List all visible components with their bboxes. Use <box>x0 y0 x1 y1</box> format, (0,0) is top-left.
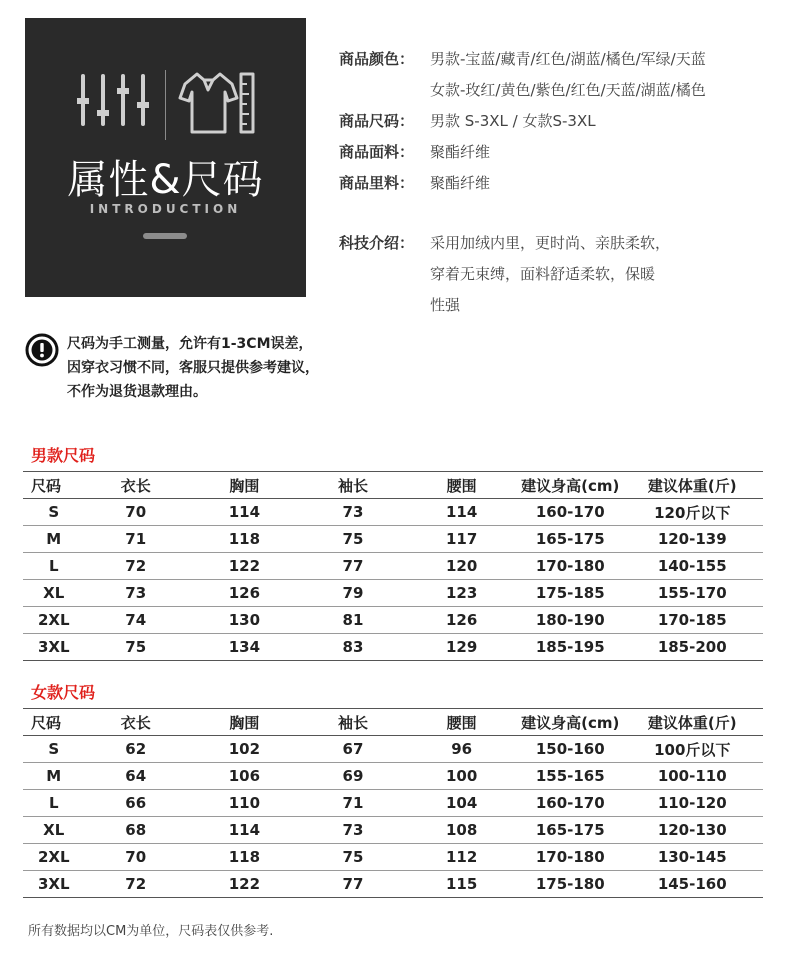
column-header: 胸围 <box>187 709 302 736</box>
men-size-table <box>23 471 763 661</box>
table-cell: 126 <box>404 607 519 634</box>
table-cell: 73 <box>302 817 404 844</box>
table-cell: 112 <box>404 844 519 871</box>
attribute-list <box>335 44 775 199</box>
table-cell: 75 <box>302 526 404 553</box>
tech-line: 性强 <box>430 296 461 314</box>
sliders-icon <box>77 70 157 130</box>
table-cell: 175-185 <box>519 580 621 607</box>
women-rows <box>23 736 763 898</box>
table-cell: 110-120 <box>622 790 764 817</box>
table-row <box>23 580 763 607</box>
table-row <box>23 817 763 844</box>
column-header: 建议身高(cm) <box>519 709 621 736</box>
table-cell: 120斤以下 <box>622 499 764 526</box>
table-cell: 114 <box>187 499 302 526</box>
attr-value: 聚酯纤维 <box>430 143 491 161</box>
table-cell: 185-195 <box>519 634 621 661</box>
table-cell: 160-170 <box>519 790 621 817</box>
table-cell: 120-139 <box>622 526 764 553</box>
table-cell: XL <box>23 817 84 844</box>
table-cell: 2XL <box>23 607 84 634</box>
attr-value: 聚酯纤维 <box>430 174 491 192</box>
table-cell: 120 <box>404 553 519 580</box>
attr-label: 商品颜色： <box>339 50 415 68</box>
table-cell: M <box>23 763 84 790</box>
table-cell: 145-160 <box>622 871 764 898</box>
table-cell: 100-110 <box>622 763 764 790</box>
table-row <box>23 553 763 580</box>
tech-line: 采用加绒内里，更时尚、亲肤柔软， <box>430 234 671 252</box>
table-cell: 74 <box>84 607 186 634</box>
table-cell: 129 <box>404 634 519 661</box>
table-cell: S <box>23 499 84 526</box>
table-cell: 68 <box>84 817 186 844</box>
column-header: 腰围 <box>404 472 519 499</box>
table-cell: 130 <box>187 607 302 634</box>
column-header: 腰围 <box>404 709 519 736</box>
table-cell: 122 <box>187 871 302 898</box>
note-line: 尺码为手工测量，允许有1-3CM误差， <box>67 336 313 352</box>
table-cell: 72 <box>84 871 186 898</box>
table-cell: 67 <box>302 736 404 763</box>
table-cell: 75 <box>84 634 186 661</box>
table-cell: 165-175 <box>519 526 621 553</box>
table-cell: 140-155 <box>622 553 764 580</box>
shirt-ruler-icon <box>177 70 257 136</box>
note-line: 不作为退货退款理由。 <box>67 384 207 400</box>
attr-label: 商品里料： <box>339 174 415 192</box>
table-cell: 160-170 <box>519 499 621 526</box>
header-divider <box>165 70 166 140</box>
table-cell: 155-170 <box>622 580 764 607</box>
column-header: 袖长 <box>302 472 404 499</box>
table-cell: 170-180 <box>519 844 621 871</box>
table-cell: 2XL <box>23 844 84 871</box>
table-row <box>23 736 763 763</box>
tech-line: 穿着无束缚，面料舒适柔软，保暖 <box>430 265 656 283</box>
attr-size <box>335 106 775 137</box>
table-cell: 81 <box>302 607 404 634</box>
table-cell: 106 <box>187 763 302 790</box>
column-header: 衣长 <box>84 472 186 499</box>
table-cell: 165-175 <box>519 817 621 844</box>
column-header: 尺码 <box>23 709 84 736</box>
table-cell: 123 <box>404 580 519 607</box>
panel-pill <box>143 233 187 239</box>
table-header-row <box>23 472 763 499</box>
attr-fabric <box>335 137 775 168</box>
table-cell: L <box>23 553 84 580</box>
attr-color-women <box>335 75 775 106</box>
table-header-row <box>23 709 763 736</box>
table-cell: 102 <box>187 736 302 763</box>
table-cell: 77 <box>302 871 404 898</box>
men-rows <box>23 499 763 661</box>
table-row <box>23 607 763 634</box>
table-row <box>23 499 763 526</box>
table-cell: 175-180 <box>519 871 621 898</box>
table-row <box>23 526 763 553</box>
table-cell: 72 <box>84 553 186 580</box>
table-cell: 69 <box>302 763 404 790</box>
table-cell: 79 <box>302 580 404 607</box>
panel-title: 属性&尺码 <box>67 157 264 203</box>
table-cell: 108 <box>404 817 519 844</box>
table-cell: 180-190 <box>519 607 621 634</box>
column-header: 尺码 <box>23 472 84 499</box>
table-cell: 117 <box>404 526 519 553</box>
panel-subtitle: INTRODUCTION <box>89 202 242 216</box>
table-cell: 122 <box>187 553 302 580</box>
table-cell: 185-200 <box>622 634 764 661</box>
table-cell: 62 <box>84 736 186 763</box>
table-cell: 77 <box>302 553 404 580</box>
attr-label: 商品面料： <box>339 143 415 161</box>
table-cell: 66 <box>84 790 186 817</box>
table-cell: 118 <box>187 844 302 871</box>
column-header: 衣长 <box>84 709 186 736</box>
table-cell: 170-185 <box>622 607 764 634</box>
table-cell: 104 <box>404 790 519 817</box>
table-cell: L <box>23 790 84 817</box>
table-cell: 64 <box>84 763 186 790</box>
table-row <box>23 763 763 790</box>
table-cell: 100 <box>404 763 519 790</box>
women-section-title: 女款尺码 <box>31 683 96 702</box>
attr-value: 男款 S-3XL / 女款S-3XL <box>430 112 596 130</box>
table-row <box>23 871 763 898</box>
table-cell: 73 <box>84 580 186 607</box>
table-cell: 118 <box>187 526 302 553</box>
table-cell: 120-130 <box>622 817 764 844</box>
tech-label: 科技介绍： <box>339 234 415 252</box>
attr-label: 商品尺码： <box>339 112 415 130</box>
attr-color-men <box>335 44 775 75</box>
note-line: 因穿衣习惯不同，客服只提供参考建议， <box>67 360 319 376</box>
table-cell: 73 <box>302 499 404 526</box>
header-panel <box>25 18 306 297</box>
footnote: 所有数据均以CM为单位，尺码表仅供参考. <box>28 924 274 939</box>
table-row <box>23 844 763 871</box>
table-cell: 100斤以下 <box>622 736 764 763</box>
table-cell: 115 <box>404 871 519 898</box>
table-cell: 75 <box>302 844 404 871</box>
table-cell: 3XL <box>23 871 84 898</box>
attr-value: 男款-宝蓝/藏青/红色/湖蓝/橘色/军绿/天蓝 <box>430 50 706 68</box>
column-header: 胸围 <box>187 472 302 499</box>
column-header: 建议身高(cm) <box>519 472 621 499</box>
table-cell: 3XL <box>23 634 84 661</box>
column-header: 袖长 <box>302 709 404 736</box>
table-cell: XL <box>23 580 84 607</box>
table-cell: 114 <box>187 817 302 844</box>
tech-value <box>430 228 670 321</box>
attr-value: 女款-玫红/黄色/紫色/红色/天蓝/湖蓝/橘色 <box>430 81 706 99</box>
size-note <box>67 332 319 404</box>
table-cell: 71 <box>302 790 404 817</box>
table-row <box>23 790 763 817</box>
table-cell: 71 <box>84 526 186 553</box>
table-cell: 70 <box>84 499 186 526</box>
table-cell: 134 <box>187 634 302 661</box>
table-cell: S <box>23 736 84 763</box>
women-size-table <box>23 708 763 898</box>
table-cell: 170-180 <box>519 553 621 580</box>
table-cell: 83 <box>302 634 404 661</box>
table-cell: 110 <box>187 790 302 817</box>
table-cell: 126 <box>187 580 302 607</box>
table-cell: M <box>23 526 84 553</box>
table-cell: 96 <box>404 736 519 763</box>
column-header: 建议体重(斤) <box>622 709 764 736</box>
men-section-title: 男款尺码 <box>31 446 96 465</box>
table-row <box>23 634 763 661</box>
table-cell: 114 <box>404 499 519 526</box>
table-cell: 150-160 <box>519 736 621 763</box>
attr-lining <box>335 168 775 199</box>
table-cell: 70 <box>84 844 186 871</box>
table-cell: 155-165 <box>519 763 621 790</box>
table-cell: 130-145 <box>622 844 764 871</box>
column-header: 建议体重(斤) <box>622 472 764 499</box>
warning-icon <box>25 333 59 367</box>
